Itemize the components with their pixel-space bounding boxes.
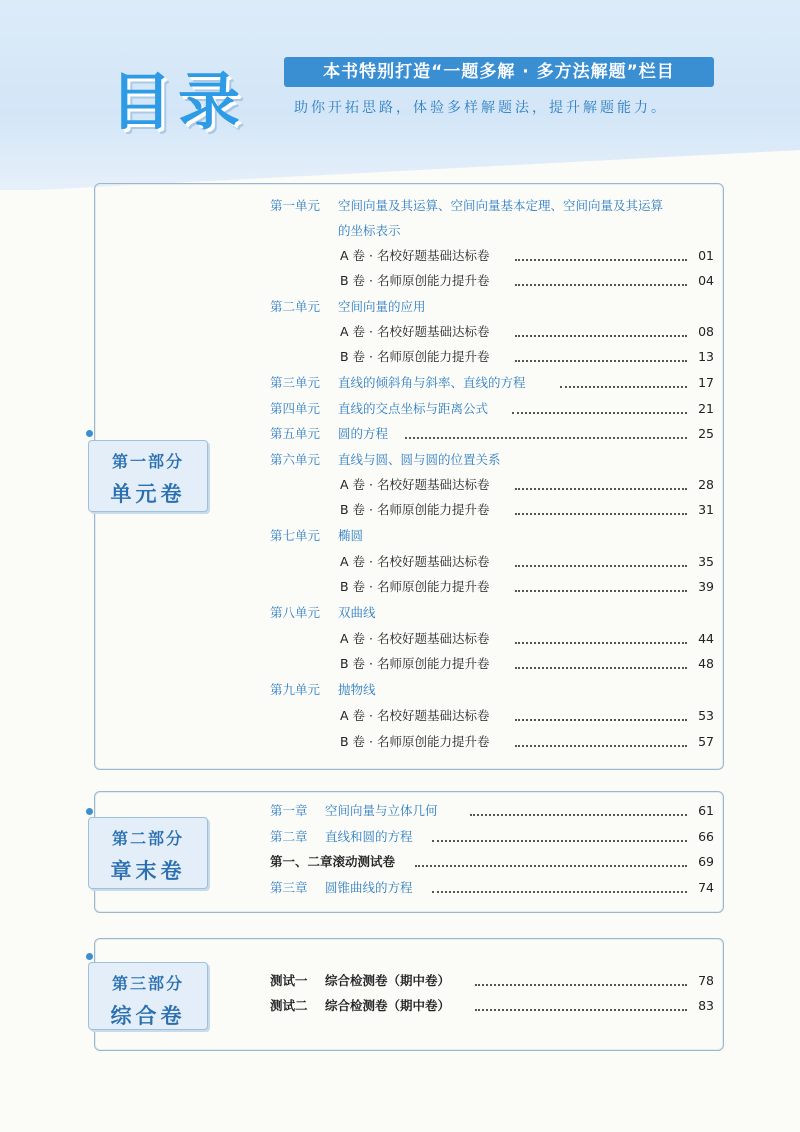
page-number: 13 (698, 349, 714, 364)
toc-unit-row[interactable] (0, 296, 800, 318)
entry-title: B 卷 · 名师原创能力提升卷 (340, 734, 490, 749)
toc-entry[interactable] (0, 653, 800, 675)
test-label: 测试二 (270, 998, 308, 1013)
toc-entry[interactable] (0, 628, 800, 650)
leader-dots (515, 258, 687, 261)
leader-dots (415, 864, 687, 867)
leader-dots (515, 564, 687, 567)
part1-name: 单元卷 (110, 482, 186, 506)
unit-title: 直线与圆、圆与圆的位置关系 (338, 452, 501, 467)
toc-entry[interactable] (0, 499, 800, 521)
leader-dots (515, 283, 687, 286)
leader-dots (475, 1008, 687, 1011)
page-number: 01 (698, 248, 714, 263)
leader-dots (432, 839, 687, 842)
unit-title: 直线的倾斜角与斜率、直线的方程 (338, 375, 526, 390)
toc-unit-title-cont (0, 220, 800, 242)
toc-entry[interactable] (0, 731, 800, 753)
entry-title: B 卷 · 名师原创能力提升卷 (340, 579, 490, 594)
page-number: 53 (698, 708, 714, 723)
page-number: 44 (698, 631, 714, 646)
part2-name: 章末卷 (110, 859, 186, 883)
slogan-subtitle: 助你开拓思路，体验多样解题法，提升解题能力。 (294, 100, 668, 116)
entry-title: B 卷 · 名师原创能力提升卷 (340, 349, 490, 364)
unit-number: 第四单元 (270, 401, 321, 416)
entry-title: A 卷 · 名校好题基础达标卷 (340, 554, 490, 569)
bullet-dot-icon (86, 953, 93, 960)
leader-dots (515, 744, 687, 747)
toc-entry[interactable] (0, 321, 800, 343)
leader-dots (515, 512, 687, 515)
page-number: 35 (698, 554, 714, 569)
unit-title: 直线的交点坐标与距离公式 (338, 401, 489, 416)
chapter-title: 圆锥曲线的方程 (325, 880, 413, 895)
leader-dots (515, 334, 687, 337)
unit-title-continued: 的坐标表示 (338, 223, 401, 238)
toc-test-row[interactable] (0, 970, 800, 992)
part3-number: 第三部分 (111, 974, 184, 993)
unit-number: 第八单元 (270, 605, 321, 620)
toc-entry[interactable] (0, 270, 800, 292)
leader-dots (515, 589, 687, 592)
unit-number: 第一单元 (270, 198, 321, 213)
entry-title: A 卷 · 名校好题基础达标卷 (340, 477, 490, 492)
toc-unit-row[interactable] (0, 602, 800, 624)
leader-dots (560, 385, 687, 388)
toc-unit-row[interactable] (0, 449, 800, 471)
leader-dots (432, 890, 687, 893)
page-number: 61 (698, 803, 714, 818)
toc-unit-row[interactable] (0, 195, 800, 217)
toc-entry[interactable] (0, 346, 800, 368)
unit-title: 空间向量及其运算、空间向量基本定理、空间向量及其运算 (338, 198, 664, 213)
unit-title: 双曲线 (338, 605, 376, 620)
entry-title: A 卷 · 名校好题基础达标卷 (340, 708, 490, 723)
toc-entry[interactable] (0, 551, 800, 573)
page-title: 目录 (110, 65, 247, 138)
page-number: 78 (698, 973, 714, 988)
unit-title: 圆的方程 (338, 426, 389, 441)
leader-dots (515, 487, 687, 490)
entry-title: B 卷 · 名师原创能力提升卷 (340, 656, 490, 671)
page-number: 31 (698, 502, 714, 517)
toc-entry[interactable] (0, 705, 800, 727)
test-title: 综合检测卷（期中卷） (325, 998, 451, 1013)
page-number: 69 (698, 854, 714, 869)
unit-title: 空间向量的应用 (338, 299, 426, 314)
slogan-banner: 本书特别打造“一题多解 · 多方法解题”栏目 (284, 57, 714, 87)
unit-number: 第六单元 (270, 452, 321, 467)
page-number: 57 (698, 734, 714, 749)
chapter-number: 第一章 (270, 803, 308, 818)
page-number: 25 (698, 426, 714, 441)
entry-title: A 卷 · 名校好题基础达标卷 (340, 324, 490, 339)
page-number: 83 (698, 998, 714, 1013)
unit-title: 抛物线 (338, 682, 376, 697)
entry-title: B 卷 · 名师原创能力提升卷 (340, 502, 490, 517)
page-number: 48 (698, 656, 714, 671)
toc-chapter-row[interactable] (0, 826, 800, 848)
leader-dots (512, 411, 687, 414)
leader-dots (515, 666, 687, 669)
entry-title: B 卷 · 名师原创能力提升卷 (340, 273, 490, 288)
page-number: 74 (698, 880, 714, 895)
unit-number: 第七单元 (270, 528, 321, 543)
toc-test-row[interactable] (0, 995, 800, 1017)
test-title: 综合检测卷（期中卷） (325, 973, 451, 988)
toc-unit-row[interactable] (0, 372, 800, 394)
page-number: 17 (698, 375, 714, 390)
unit-title: 椭圆 (338, 528, 364, 543)
leader-dots (470, 813, 687, 816)
test-label: 测试一 (270, 973, 308, 988)
toc-chapter-row[interactable] (0, 800, 800, 822)
page-number: 28 (698, 477, 714, 492)
chapter-title: 直线和圆的方程 (325, 829, 413, 844)
page-number: 04 (698, 273, 714, 288)
toc-chapter-row[interactable] (0, 877, 800, 899)
rolling-test-title: 第一、二章滚动测试卷 (270, 854, 396, 869)
toc-unit-row[interactable] (0, 423, 800, 445)
entry-title: A 卷 · 名校好题基础达标卷 (340, 631, 490, 646)
entry-title: A 卷 · 名校好题基础达标卷 (340, 248, 490, 263)
toc-entry[interactable] (0, 474, 800, 496)
chapter-number: 第二章 (270, 829, 308, 844)
leader-dots (515, 359, 687, 362)
toc-entry[interactable] (0, 576, 800, 598)
page-number: 08 (698, 324, 714, 339)
page-number: 66 (698, 829, 714, 844)
toc-unit-row[interactable] (0, 398, 800, 420)
toc-unit-row[interactable] (0, 679, 800, 701)
leader-dots (475, 983, 687, 986)
page-number: 21 (698, 401, 714, 416)
part2-number: 第二部分 (111, 829, 184, 848)
toc-chapter-row[interactable] (0, 851, 800, 873)
unit-number: 第三单元 (270, 375, 321, 390)
leader-dots (515, 641, 687, 644)
chapter-title: 空间向量与立体几何 (325, 803, 438, 818)
part1-number: 第一部分 (111, 452, 184, 471)
toc-entry[interactable] (0, 245, 800, 267)
leader-dots (405, 436, 687, 439)
unit-number: 第五单元 (270, 426, 321, 441)
part3-name: 综合卷 (110, 1004, 186, 1028)
unit-number: 第九单元 (270, 682, 321, 697)
chapter-number: 第三章 (270, 880, 308, 895)
page-number: 39 (698, 579, 714, 594)
toc-unit-row[interactable] (0, 525, 800, 547)
leader-dots (515, 718, 687, 721)
unit-number: 第二单元 (270, 299, 321, 314)
